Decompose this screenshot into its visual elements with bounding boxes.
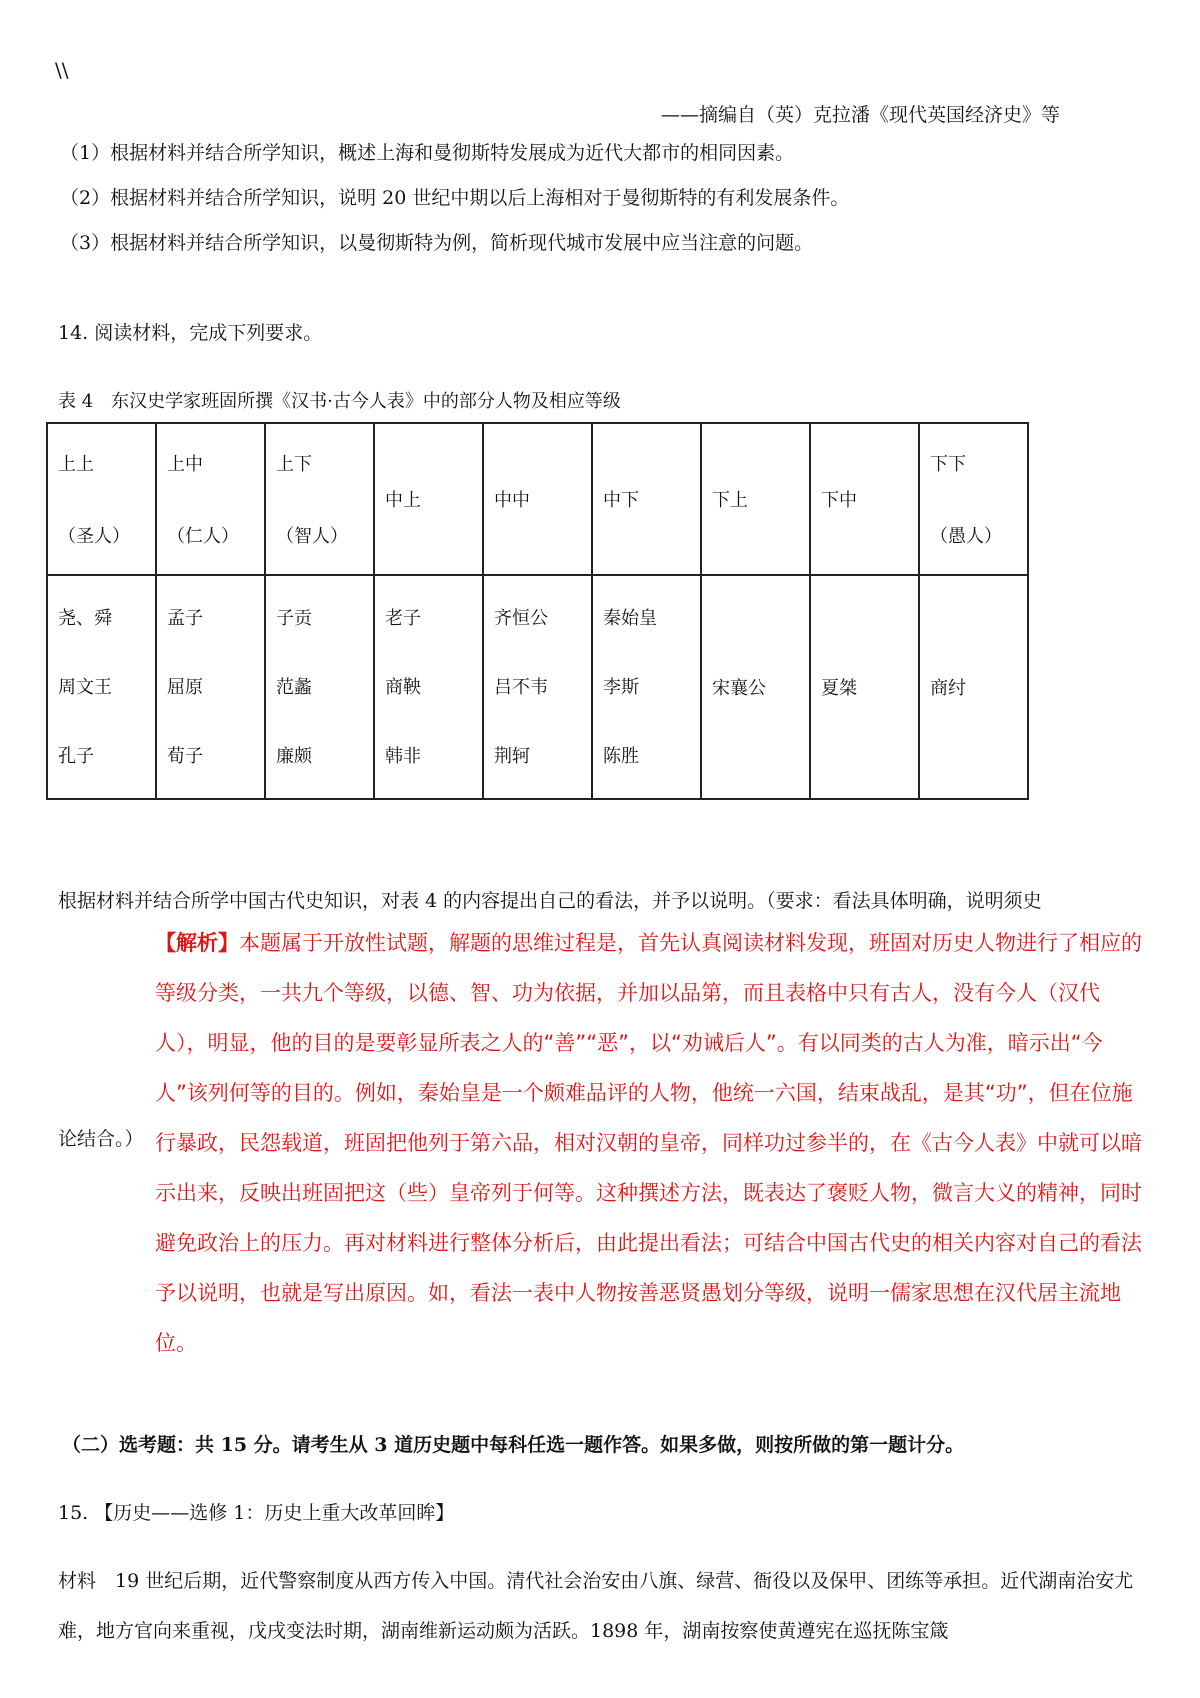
table-cell [919,575,1028,799]
table-cell [592,575,701,799]
table-header-cell [483,423,592,575]
table-cell [374,575,483,799]
table-header-cell [47,423,156,575]
table-header-cell [919,423,1028,575]
person-name: 齐恒公 [494,607,548,629]
person-name: 宋襄公 [712,678,766,699]
grade-sub: （仁人） [167,526,239,547]
person-name: 孟子 [167,607,203,629]
person-name: 荆轲 [494,745,530,767]
question-15-heading: 15. 【历史——选修 1：历史上重大改革回眸】 [58,1502,455,1524]
table-cell [483,575,592,799]
table-cell [701,575,810,799]
grade-label: 上上 [58,454,94,475]
person-name: 荀子 [167,745,203,767]
person-name: 子贡 [276,607,312,629]
person-name: 李斯 [603,676,639,698]
table-body-row [47,575,1028,799]
person-name: 夏桀 [821,678,857,699]
table-cell [810,575,919,799]
analysis-tag: 【解析】 [155,931,239,955]
person-name: 商鞅 [385,676,421,698]
grade-table [46,422,1029,800]
table-header-cell [265,423,374,575]
person-name: 廉颇 [276,745,312,767]
analysis-block [155,918,1145,1368]
grade-label: 上中 [167,454,203,475]
question-2: （2）根据材料并结合所学知识，说明 20 世纪中期以后上海相对于曼彻斯特的有利发展条件。 [60,187,850,209]
source-citation: ——摘编自（英）克拉潘《现代英国经济史》等 [660,104,1060,126]
grade-label: 下上 [712,490,748,511]
table-header-row [47,423,1028,575]
table-header-cell [592,423,701,575]
grade-label: 中中 [494,490,530,511]
question-14-prompt: 根据材料并结合所学中国古代史知识，对表 4 的内容提出自己的看法，并予以说明。（要求：看法具体明确，说明须史 [58,890,1042,912]
grade-sub: （圣人） [58,526,130,547]
person-name: 商纣 [930,678,966,699]
corner-mark: \\ [55,58,69,82]
person-name: 尧、舜 [58,607,112,629]
person-name: 屈原 [167,676,203,698]
table-header-cell [701,423,810,575]
table-cell [265,575,374,799]
person-name: 孔子 [58,745,94,767]
table-header-cell [810,423,919,575]
person-name: 秦始皇 [603,607,657,629]
analysis-text: 本题属于开放性试题，解题的思维过程是，首先认真阅读材料发现，班固对历史人物进行了相应的等级分类，一共九个等级，以德、智、功为依据，并加以品第，而且表格中只有古人，没有今人（汉代人），明显，他的目的是要彰显所表之人的“善”“恶”，以“劝诫后人”。有以同类的古人为准，暗示出“今人”该列何等的目的。例如，秦始皇是一个颇难品评的人物，他统一六国，结束战乱，是其“功”，但在位施行暴政，民怨载道，班固把他列于第六品，相对汉朝的皇帝，同样功过参半的，在《古今人表》中就可以暗示出来，反映出班固把这（些）皇帝列于何等。这种撰述方法，既表达了褒贬人物，微言大义的精神，同时避免政治上的压力。再对材料进行整体分析后，由此提出看法；可结合中国古代史的相关内容对自己的看法予以说明，也就是写出原因。如，看法一表中人物按善恶贤愚划分等级，说明一儒家思想在汉代居主流地位。 [155,931,1142,1355]
table-cell [47,575,156,799]
person-name: 吕不韦 [494,676,548,698]
grade-label: 下中 [821,490,857,511]
question-3: （3）根据材料并结合所学知识，以曼彻斯特为例，简析现代城市发展中应当注意的问题。 [60,232,814,254]
material-text: 材料 19 世纪后期，近代警察制度从西方传入中国。清代社会治安由八旗、绿营、衙役以及保甲、团练等承担。近代湖南治安尤难，地方官向来重视，戊戌变法时期，湖南维新运动颇为活跃。1898 年，湖南按察使黄遵宪在巡抚陈宝箴 [58,1570,1134,1642]
question-14-prompt-tail: 论结合。） [58,1128,144,1150]
grade-sub: （愚人） [930,526,1002,547]
table-cell [156,575,265,799]
person-name: 陈胜 [603,745,639,767]
question-1: （1）根据材料并结合所学知识，概述上海和曼彻斯特发展成为近代大都市的相同因素。 [60,142,795,164]
person-name: 老子 [385,607,421,629]
grade-label: 上下 [276,454,312,475]
grade-sub: （智人） [276,526,348,547]
grade-label: 下下 [930,454,966,475]
person-name: 周文王 [58,676,112,698]
table-header-cell [374,423,483,575]
person-name: 范蠡 [276,676,312,698]
question-14-heading: 14. 阅读材料，完成下列要求。 [58,322,323,344]
person-name: 韩非 [385,745,421,767]
section-heading: （二）选考题：共 15 分。请考生从 3 道历史题中每科任选一题作答。如果多做，则按所做的第一题计分。 [62,1434,965,1456]
grade-label: 中下 [603,490,639,511]
grade-label: 中上 [385,490,421,511]
table-caption: 表 4 东汉史学家班固所撰《汉书·古今人表》中的部分人物及相应等级 [58,391,621,412]
table-header-cell [156,423,265,575]
